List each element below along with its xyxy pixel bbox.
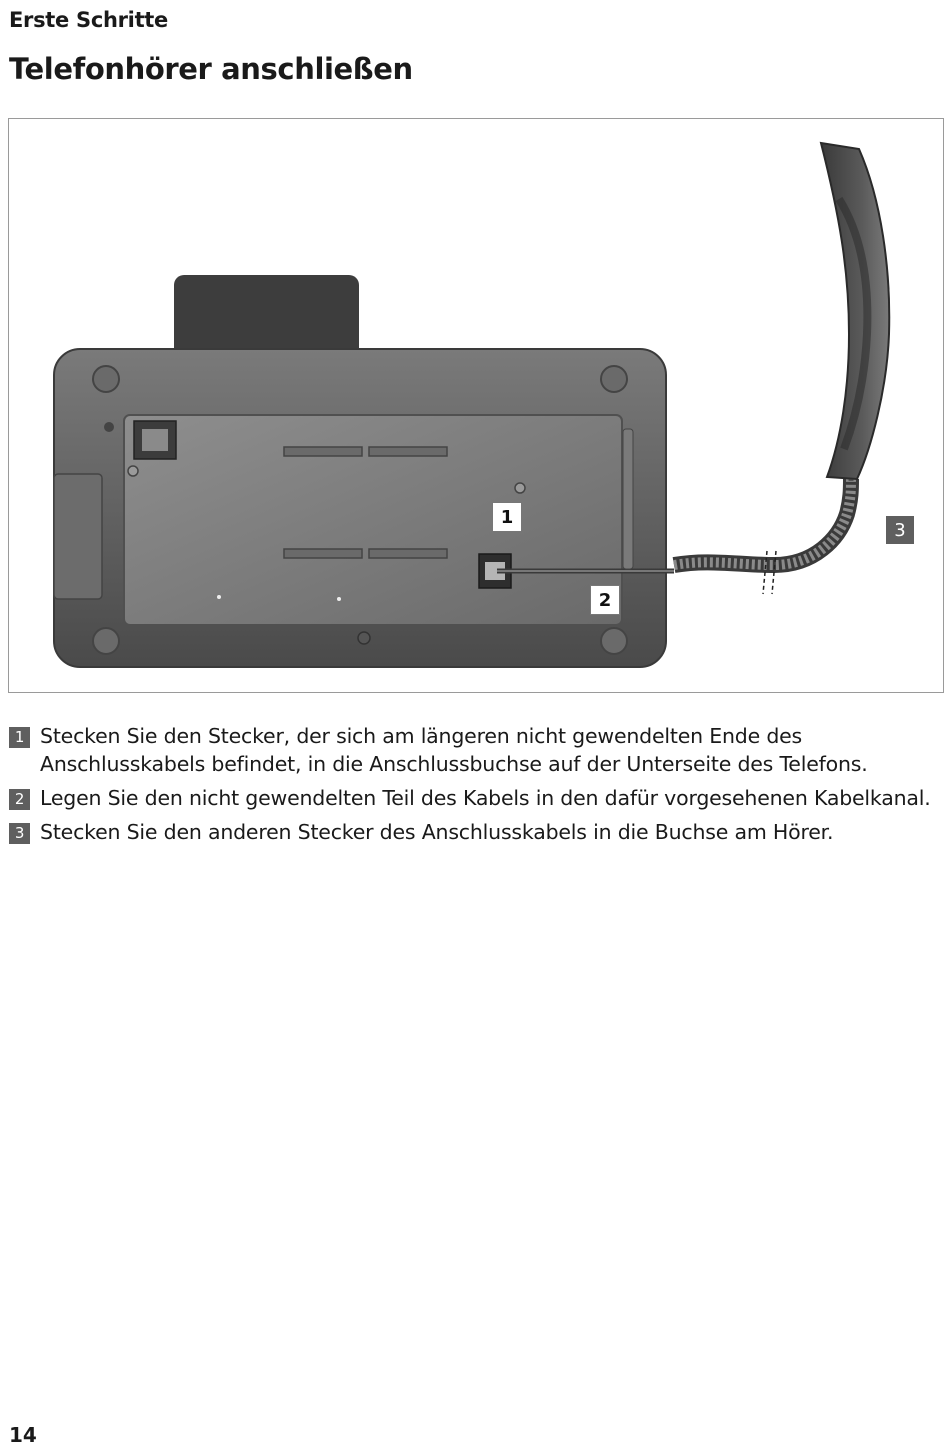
- callout-3: 3: [886, 516, 914, 544]
- step-text: Stecken Sie den Stecker, der sich am längeren nicht gewendelten Ende des Anschlusskabels befindet, in die Anschlussbuchse auf der Unterseite des Telefons.: [40, 724, 868, 776]
- step-item: [9, 784, 944, 812]
- page-number: 14: [9, 1423, 37, 1447]
- callout-2: 2: [590, 585, 620, 615]
- callout-1: 1: [492, 502, 522, 532]
- step-number-badge: 2: [9, 789, 30, 810]
- handset: [821, 143, 889, 479]
- phone-bottom-view-drawing: [9, 119, 943, 692]
- page-title: Telefonhörer anschließen: [9, 52, 413, 86]
- step-item: [9, 722, 944, 778]
- step-text: Stecken Sie den anderen Stecker des Anschlusskabels in die Buchse am Hörer.: [40, 820, 834, 844]
- step-text: Legen Sie den nicht gewendelten Teil des Kabels in den dafür vorgesehenen Kabelkanal.: [40, 786, 931, 810]
- coiled-cord: [674, 479, 851, 565]
- step-item: [9, 818, 944, 846]
- step-number-badge: 3: [9, 823, 30, 844]
- instruction-steps: [9, 722, 944, 852]
- section-header: Erste Schritte: [9, 8, 168, 32]
- phone-illustration: [8, 118, 944, 693]
- step-number-badge: 1: [9, 727, 30, 748]
